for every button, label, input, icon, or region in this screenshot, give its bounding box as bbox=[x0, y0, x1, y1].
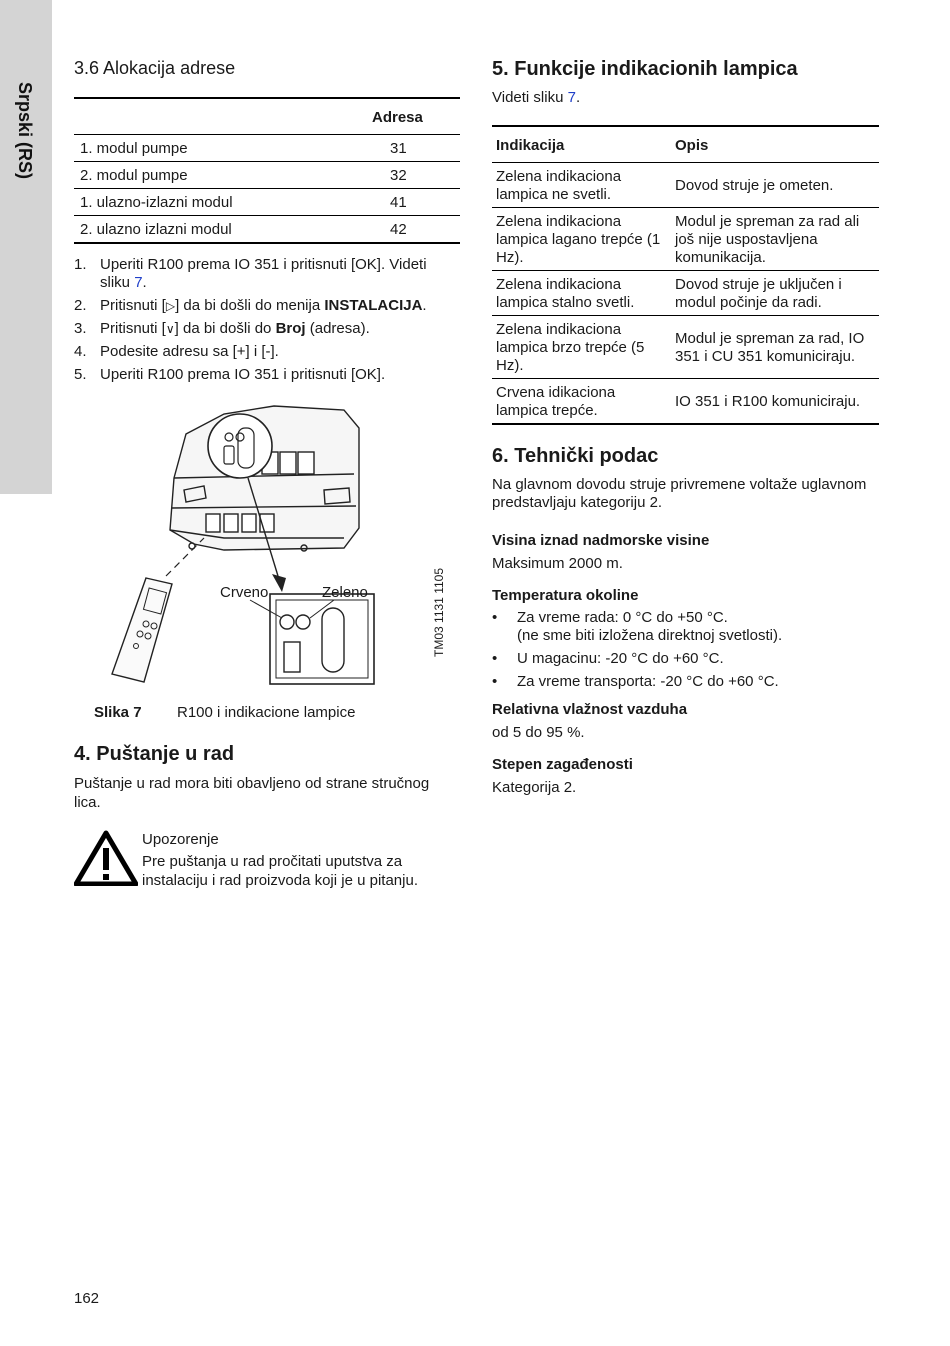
caption-label: Slika 7 bbox=[94, 704, 142, 721]
description-cell: Modul je spreman za rad, IO 351 i CU 351 komuniciraju. bbox=[671, 316, 879, 379]
table-row bbox=[492, 316, 879, 379]
pollution-text: Kategorija 2. bbox=[492, 779, 577, 796]
address-value: 42 bbox=[390, 221, 407, 238]
list-item: • Za vreme transporta: -20 °C do +60 °C. bbox=[492, 673, 879, 691]
module-label: 1. modul pumpe bbox=[74, 135, 366, 162]
list-item: • U magacinu: -20 °C do +60 °C. bbox=[492, 650, 879, 668]
indicator-column-header: Indikacija bbox=[492, 126, 671, 163]
right-column bbox=[492, 58, 879, 797]
indicator-cell: Crvena idikaciona lampica trepće. bbox=[496, 384, 616, 419]
table-header-row bbox=[492, 126, 879, 163]
address-value: 31 bbox=[366, 135, 460, 162]
humidity-text: od 5 do 95 %. bbox=[492, 724, 585, 741]
module-label: 2. modul pumpe bbox=[74, 162, 366, 189]
warning-icon bbox=[74, 830, 142, 890]
label-green: Zeleno bbox=[322, 584, 368, 601]
module-label: 1. ulazno-izlazni modul bbox=[74, 189, 366, 216]
step-item: 1. Uperiti R100 prema IO 351 i pritisnuti [OK]. Videti sliku 7. bbox=[74, 256, 427, 291]
indicator-cell: Zelena indikaciona lampica stalno svetli. bbox=[492, 271, 671, 316]
indicator-table bbox=[492, 125, 879, 425]
address-table bbox=[74, 97, 460, 244]
section-5-intro: Videti sliku 7. bbox=[492, 89, 581, 106]
description-cell: Modul je spreman za rad ali još nije uspostavljena komunikacija. bbox=[671, 208, 879, 271]
indicator-cell: Zelena indikaciona lampica ne svetli. bbox=[492, 163, 671, 208]
description-cell: Dovod struje je uključen i modul počinje da radi. bbox=[671, 271, 879, 316]
caption-text: R100 i indikacione lampice bbox=[177, 704, 356, 721]
label-red: Crveno bbox=[220, 584, 269, 601]
table-header-row bbox=[74, 98, 460, 135]
address-value: 32 bbox=[366, 162, 460, 189]
step-item: 4. Podesite adresu sa [+] i [-]. bbox=[74, 343, 279, 360]
left-column bbox=[74, 58, 460, 890]
module-label: 2. ulazno izlazni modul bbox=[80, 221, 232, 238]
humidity-heading: Relativna vlažnost vazduha bbox=[492, 701, 688, 718]
description-cell: IO 351 i R100 komuniciraju. bbox=[675, 393, 861, 410]
figure-reference-link[interactable]: 7 bbox=[567, 89, 576, 106]
description-cell: Dovod struje je ometen. bbox=[671, 163, 879, 208]
step-item: 2. Pritisnuti [▷] da bi došli do menija INSTALACIJA. bbox=[74, 297, 427, 314]
down-arrow-icon: ∨ bbox=[165, 322, 175, 336]
step-item: 5. Uperiti R100 prema IO 351 i pritisnuti [OK]. bbox=[74, 366, 386, 383]
table-row bbox=[492, 379, 879, 425]
figure-caption bbox=[74, 704, 460, 721]
description-column-header: Opis bbox=[671, 126, 879, 163]
address-value: 41 bbox=[366, 189, 460, 216]
table-row bbox=[492, 208, 879, 271]
section-5-title: 5. Funkcije indikacionih lampica bbox=[492, 58, 798, 80]
indicator-cell: Zelena indikaciona lampica brzo trepće (5 Hz). bbox=[492, 316, 671, 379]
table-row bbox=[74, 216, 460, 244]
step-item: 3. Pritisnuti [∨] da bi došli do Broj (adresa). bbox=[74, 320, 370, 337]
warning-box bbox=[74, 830, 460, 890]
table-row bbox=[492, 271, 879, 316]
table-row bbox=[74, 135, 460, 162]
section-6-intro: Na glavnom dovodu struje privremene voltaže uglavnom predstavljaju kategoriju 2. bbox=[492, 476, 867, 511]
section-6-title: 6. Tehnički podac bbox=[492, 445, 659, 467]
pollution-heading: Stepen zagađenosti bbox=[492, 756, 633, 773]
temperature-heading: Temperatura okoline bbox=[492, 587, 639, 604]
altitude-heading: Visina iznad nadmorske visine bbox=[492, 532, 710, 549]
warning-title: Upozorenje bbox=[142, 831, 219, 848]
table-row bbox=[74, 189, 460, 216]
table-row bbox=[492, 163, 879, 208]
list-item: • Za vreme rada: 0 °C do +50 °C. (ne sme biti izložena direktnoj svetlosti). bbox=[492, 609, 879, 645]
figure-code: TM03 1131 1105 bbox=[432, 568, 446, 657]
altitude-text: Maksimum 2000 m. bbox=[492, 555, 623, 572]
device-illustration bbox=[74, 398, 460, 698]
right-arrow-icon: ▷ bbox=[165, 299, 176, 313]
section-36-title: 3.6 Alokacija adrese bbox=[74, 58, 236, 78]
figure-7 bbox=[74, 398, 460, 698]
language-tab bbox=[0, 0, 52, 494]
temperature-list bbox=[492, 609, 879, 691]
indicator-cell: Zelena indikaciona lampica lagano trepće (1 Hz). bbox=[492, 208, 671, 271]
section-4-text: Puštanje u rad mora biti obavljeno od strane stručnog lica. bbox=[74, 775, 430, 811]
steps-list bbox=[74, 256, 460, 384]
section-4-title: 4. Puštanje u rad bbox=[74, 743, 235, 765]
table-row bbox=[74, 162, 460, 189]
figure-reference-link[interactable]: 7 bbox=[134, 274, 143, 291]
language-label: Srpski (RS) bbox=[15, 82, 35, 180]
page-number: 162 bbox=[74, 1290, 100, 1307]
warning-text: Pre puštanja u rad pročitati uputstva za instalaciju i rad proizvoda koji je u pitanju. bbox=[142, 853, 418, 889]
address-column-header: Adresa bbox=[366, 98, 460, 135]
